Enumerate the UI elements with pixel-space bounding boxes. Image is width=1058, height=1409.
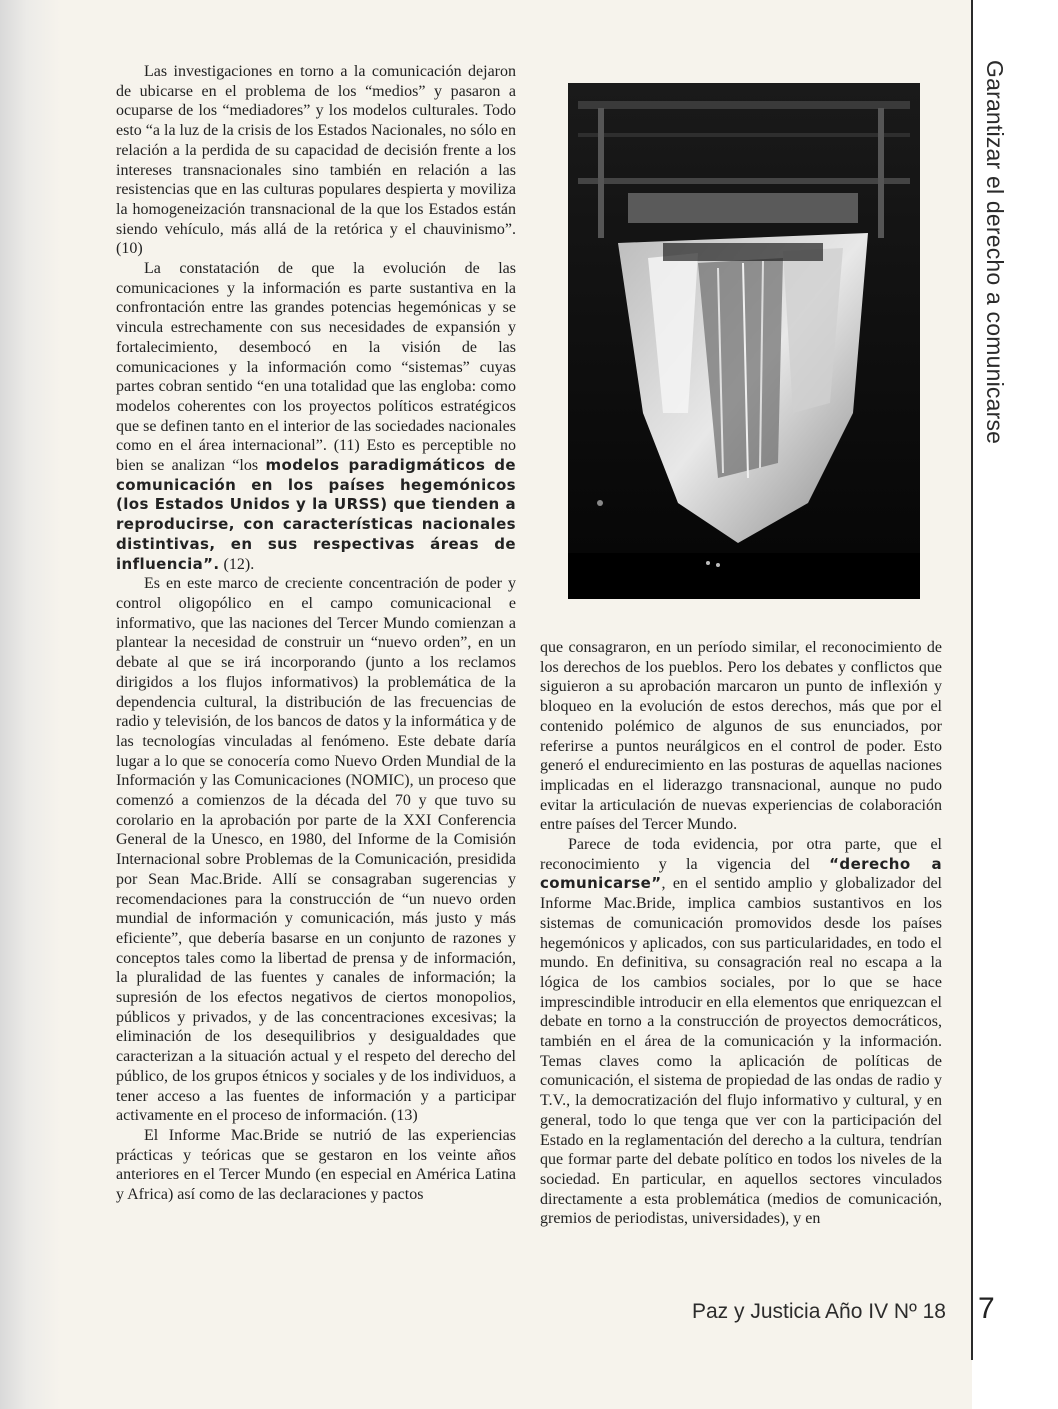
paragraph: Las investigaciones en torno a la comunicación dejaron de ubicarse en el problema de los “medios” y pasaron a ocuparse de los “mediadores” y los modelos culturales. Todo esto “a la luz de la crisis de los Estados Nacionales, no sólo en relación a la perdida de su capacidad de decisión frente a los intereses transnacionales sino también en relación a las resistencias que en las culturas populares despierta y moviliza la homogeneización transnacional de la que los Estados están siendo vehículo, más allá de la retórica y el chauvinismo”. (10) bbox=[116, 63, 516, 258]
section-title-vertical: Garantizar el derecho a comunicarse bbox=[982, 60, 1008, 445]
paragraph-text: Parece de toda evidencia, por otra parte, que el reconocimiento y la vigencia del bbox=[540, 836, 942, 873]
publication-footer: Paz y Justicia Año IV Nº 18 bbox=[692, 1300, 946, 1323]
left-text-column bbox=[116, 62, 516, 1205]
paragraph bbox=[540, 835, 942, 1229]
paragraph-text: , en el sentido amplio y globalizador del Informe Mac.Bride, implica cambios sustantivos en los sistemas de comunicación promovidos desde los países hegemónicos y aplicados, con sus particularidades, en todo el mundo. En definitiva, su consagración real no escapa a la lógica de los cambios sociales, por lo que se hace imprescindible introducir en ella elementos que enriquezcan el debate en torno a la construcción de proyectos democráticos, también en el área de la comunicación y la información. Temas claves como la aplicación de políticas de comunicación, el sistema de propiedad de las ondas de radio y T.V., la democratización del flujo informativo y cultural, y en general, todo lo que tenga que ver con la participación del Estado en la reglamentación del derecho a la cultura, tendrían que formar parte del debate político en todos los niveles de la sociedad. En particular, en aquellos sectores vinculados directamente a esta problemática (medios de comunicación, gremios de periodistas, universidades), y en bbox=[540, 875, 942, 1228]
bold-quote: modelos paradigmáticos de comunicación en los países hegemónicos (los Estados Unidos y la URSS) que tienden a reproducirse, con características nacionales distintivas, en sus respectivas áreas de influencia”. bbox=[116, 456, 517, 573]
citation: (12). bbox=[219, 555, 255, 573]
section-divider-line bbox=[971, 0, 973, 1360]
paragraph-text: La constatación de que la evolución de las comunicaciones y la información es parte sustantiva en la confrontación entre las grandes potencias hegemónicas y se vincula estrechamente con sus necesidades de expansión y fortalecimiento, desembocó en la visión de las comunicaciones y la información como “sistemas” cuyas partes cobran sentido “en una totalidad que las engloba: como modelos coherentes con los proyectos políticos estratégicos que se definen tanto en el interior de las sociedades nacionales como en el área internacional”. (11) Esto es perceptible no bien se analizan “los bbox=[116, 260, 516, 475]
press-photograph bbox=[568, 83, 920, 599]
page-fold-shadow bbox=[0, 0, 60, 1409]
paragraph: El Informe Mac.Bride se nutrió de las experiencias prácticas y teóricas que se gestaron en los veinte años anteriores en el Tercer Mundo (en especial en América Latina y Africa) así como de las declaraciones y pactos bbox=[116, 1126, 516, 1204]
paragraph: que consagraron, en un período similar, el reconocimiento de los derechos de los pueblos. Pero los debates y conflictos que siguieron a su aprobación marcaron un punto de inflexión y bloqueo en la evolución de estos derechos, más que por el contenido polémico de algunos de sus enunciados, por referirse a puntos neurálgicos en el control de poder. Esto generó el endurecimiento en las posturas de aquellas naciones implicadas en el liderazgo transnacional, aunque no pudo evitar la articulación de nuevas experiencias de colaboración entre países del Tercer Mundo. bbox=[540, 639, 942, 834]
bold-phrase: “derecho a comunicarse” bbox=[540, 854, 943, 893]
photo-image bbox=[568, 83, 920, 599]
paragraph: Es en este marco de creciente concentración de poder y control oligopólico en el campo comunicacional e informativo, que las naciones del Tercer Mundo comienzan a plantear la necesidad de construir un “nuevo orden”, en un debate al que se irá incorporando (junto a los reclamos dirigidos a los flujos informativos) la problemática de la dependencia cultural, la distribución de las frecuencias de radio y televisión, de los bancos de datos y la informática y de las tecnologías vinculadas al fenómeno. Este debate daría lugar a lo que se conocería como Nuevo Orden Mundial de la Información y las Comunicaciones (NOMIC), un proceso que comenzó a comienzos de la década del 70 y que tuvo su corolario en la aprobación por parte de la XXI Conferencia General de la Unesco, en 1980, del Informe de la Comisión Internacional sobre Problemas de la Comunicación, presidida por Sean Mac.Bride. Allí se consagraban sugerencias y recomendaciones para la construcción de “un nuevo orden mundial de información y comunicación, más justo y más eficiente”, que debería basarse en un conjunto de razones y conceptos tales como la libertad de prensa y de información, la pluralidad de las fuentes y canales de información; la supresión de los efectos negativos de ciertos monopolios, públicos y privados, y de las concentraciones excesivas; la eliminación de los desequilibrios y desigualdades que caracterizan a la situación actual y el respeto del derecho del público, de los grupos étnicos y sociales y de los individuos, a tener acceso a las fuentes de información y a participar activamente en el proceso de información. (13) bbox=[116, 575, 516, 1125]
paragraph bbox=[116, 259, 516, 574]
page-number: 7 bbox=[978, 1292, 995, 1325]
right-text-column bbox=[540, 638, 942, 1229]
